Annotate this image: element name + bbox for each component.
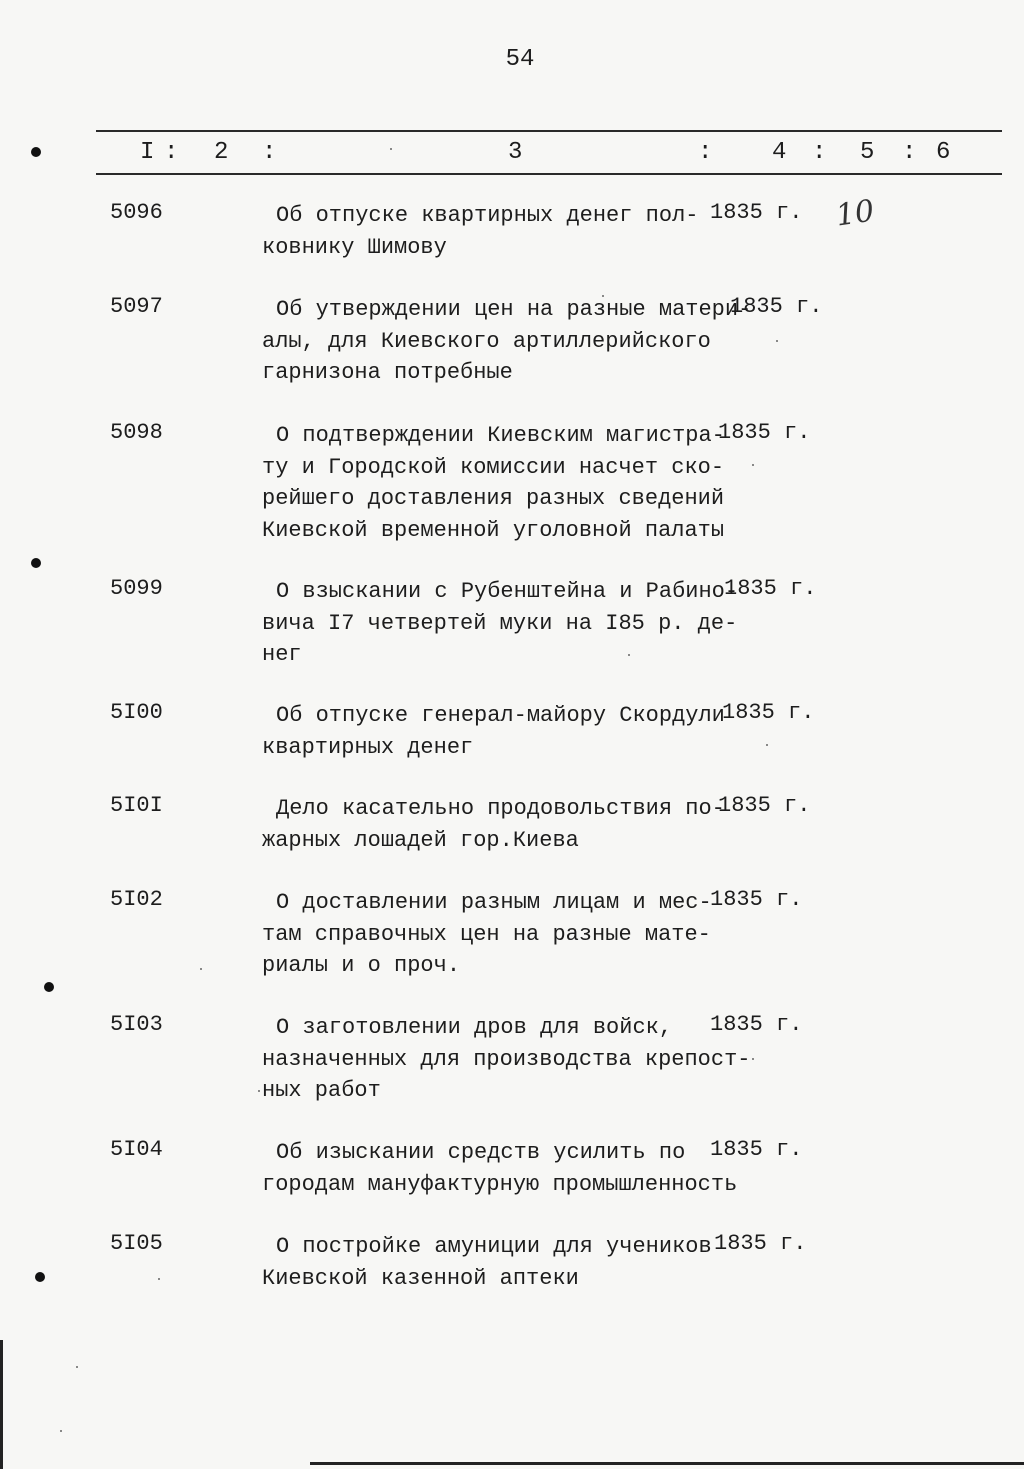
binder-hole-icon	[31, 147, 41, 157]
binder-hole-icon	[31, 558, 41, 568]
scan-speck	[158, 1278, 160, 1280]
title-line: О взыскании с Рубенштейна и Рабино-	[276, 579, 739, 604]
scan-speck	[752, 464, 754, 466]
title-line: О доставлении разным лицам и мес-	[276, 890, 712, 915]
file-number: 5I00	[110, 700, 163, 725]
title-line: вича I7 четвертей муки на I85 р. де-	[262, 610, 738, 636]
file-year: 1835 г.	[710, 200, 803, 225]
column-header-2: 2	[214, 139, 229, 166]
title-line: Киевской казенной аптеки	[262, 1265, 579, 1291]
column-separator: :	[902, 139, 917, 166]
title-line: Об отпуске генерал-майору Скордули	[276, 703, 725, 728]
column-header-4: 4	[772, 139, 787, 166]
column-header-row	[96, 139, 1002, 169]
title-line: О подтверждении Киевским магистра-	[276, 423, 725, 448]
scan-speck	[766, 744, 768, 746]
table-header-bottom-rule	[96, 173, 1002, 175]
title-line: нег	[262, 642, 302, 667]
title-line: ных работ	[262, 1078, 381, 1103]
title-line: Об изыскании средств усилить по	[276, 1140, 686, 1165]
title-line: риалы и о проч.	[262, 953, 461, 978]
file-number: 5096	[110, 200, 163, 225]
file-number: 5I05	[110, 1231, 163, 1256]
file-year: 1835 г.	[710, 887, 803, 912]
file-title	[262, 200, 702, 263]
title-line: алы, для Киевского артиллерийского	[262, 328, 711, 354]
title-line: ту и Городской комиссии насчет ско-	[262, 454, 725, 480]
binder-hole-icon	[44, 982, 54, 992]
file-title	[262, 793, 725, 856]
file-number: 5098	[110, 420, 163, 445]
page-number: 54	[505, 46, 535, 73]
file-title	[262, 1231, 712, 1294]
column-header-6: 6	[936, 139, 951, 166]
file-number: 5I02	[110, 887, 163, 912]
scan-speck	[200, 968, 202, 970]
handwritten-sheet-number: 10	[833, 193, 877, 234]
file-title	[262, 576, 739, 671]
file-title	[262, 420, 725, 546]
file-title	[262, 1137, 738, 1200]
binder-hole-icon	[35, 1272, 45, 1282]
title-line: О заготовлении дров для войск,	[276, 1015, 673, 1040]
table-top-rule	[96, 130, 1002, 132]
title-line: Об отпуске квартирных денег пол-	[276, 203, 699, 228]
file-year: 1835 г.	[730, 294, 823, 319]
scan-speck	[776, 340, 778, 342]
file-title	[262, 294, 752, 389]
title-line: Об утверждении цен на разные матери-	[276, 297, 752, 322]
column-separator: :	[262, 139, 277, 166]
file-title	[262, 887, 712, 982]
scan-speck	[628, 654, 630, 656]
file-year: 1835 г.	[722, 700, 815, 725]
title-line: ковнику Шимову	[262, 234, 447, 260]
file-year: 1835 г.	[710, 1012, 803, 1037]
file-year: 1835 г.	[724, 576, 817, 601]
column-header-1: I	[140, 139, 155, 166]
scan-speck	[752, 1058, 754, 1060]
scan-left-edge	[0, 1340, 3, 1469]
title-line: Дело касательно продовольствия по-	[276, 796, 725, 821]
file-number: 5099	[110, 576, 163, 601]
file-number: 5I0I	[110, 793, 163, 818]
file-number: 5I03	[110, 1012, 163, 1037]
title-line: городам мануфактурную промышленность	[262, 1171, 738, 1197]
file-year: 1835 г.	[710, 1137, 803, 1162]
title-line: там справочных цен на разные мате-	[262, 921, 711, 947]
file-year: 1835 г.	[714, 1231, 807, 1256]
file-title	[262, 700, 725, 763]
title-line: квартирных денег	[262, 734, 474, 760]
title-line: рейшего доставления разных сведений	[262, 486, 725, 511]
file-year: 1835 г.	[718, 420, 811, 445]
scan-speck	[602, 295, 604, 297]
title-line: О постройке амуниции для учеников	[276, 1234, 712, 1259]
scan-bottom-edge	[310, 1462, 1024, 1465]
scan-speck	[60, 1430, 62, 1432]
scan-speck	[258, 1090, 260, 1092]
column-separator: :	[698, 139, 713, 166]
file-number: 5I04	[110, 1137, 163, 1162]
title-line: гарнизона потребные	[262, 360, 513, 385]
column-header-3: 3	[508, 139, 523, 166]
file-number: 5097	[110, 294, 163, 319]
scan-speck	[390, 148, 392, 150]
title-line: назначенных для производства крепост-	[262, 1046, 751, 1072]
title-line: жарных лошадей гор.Киева	[262, 827, 579, 853]
title-line: Киевской временной уголовной палаты	[262, 517, 725, 543]
column-separator: :	[812, 139, 827, 166]
column-header-5: 5	[860, 139, 875, 166]
file-title	[262, 1012, 751, 1107]
file-year: 1835 г.	[718, 793, 811, 818]
column-separator: :	[164, 139, 179, 166]
scan-speck	[76, 1366, 78, 1368]
